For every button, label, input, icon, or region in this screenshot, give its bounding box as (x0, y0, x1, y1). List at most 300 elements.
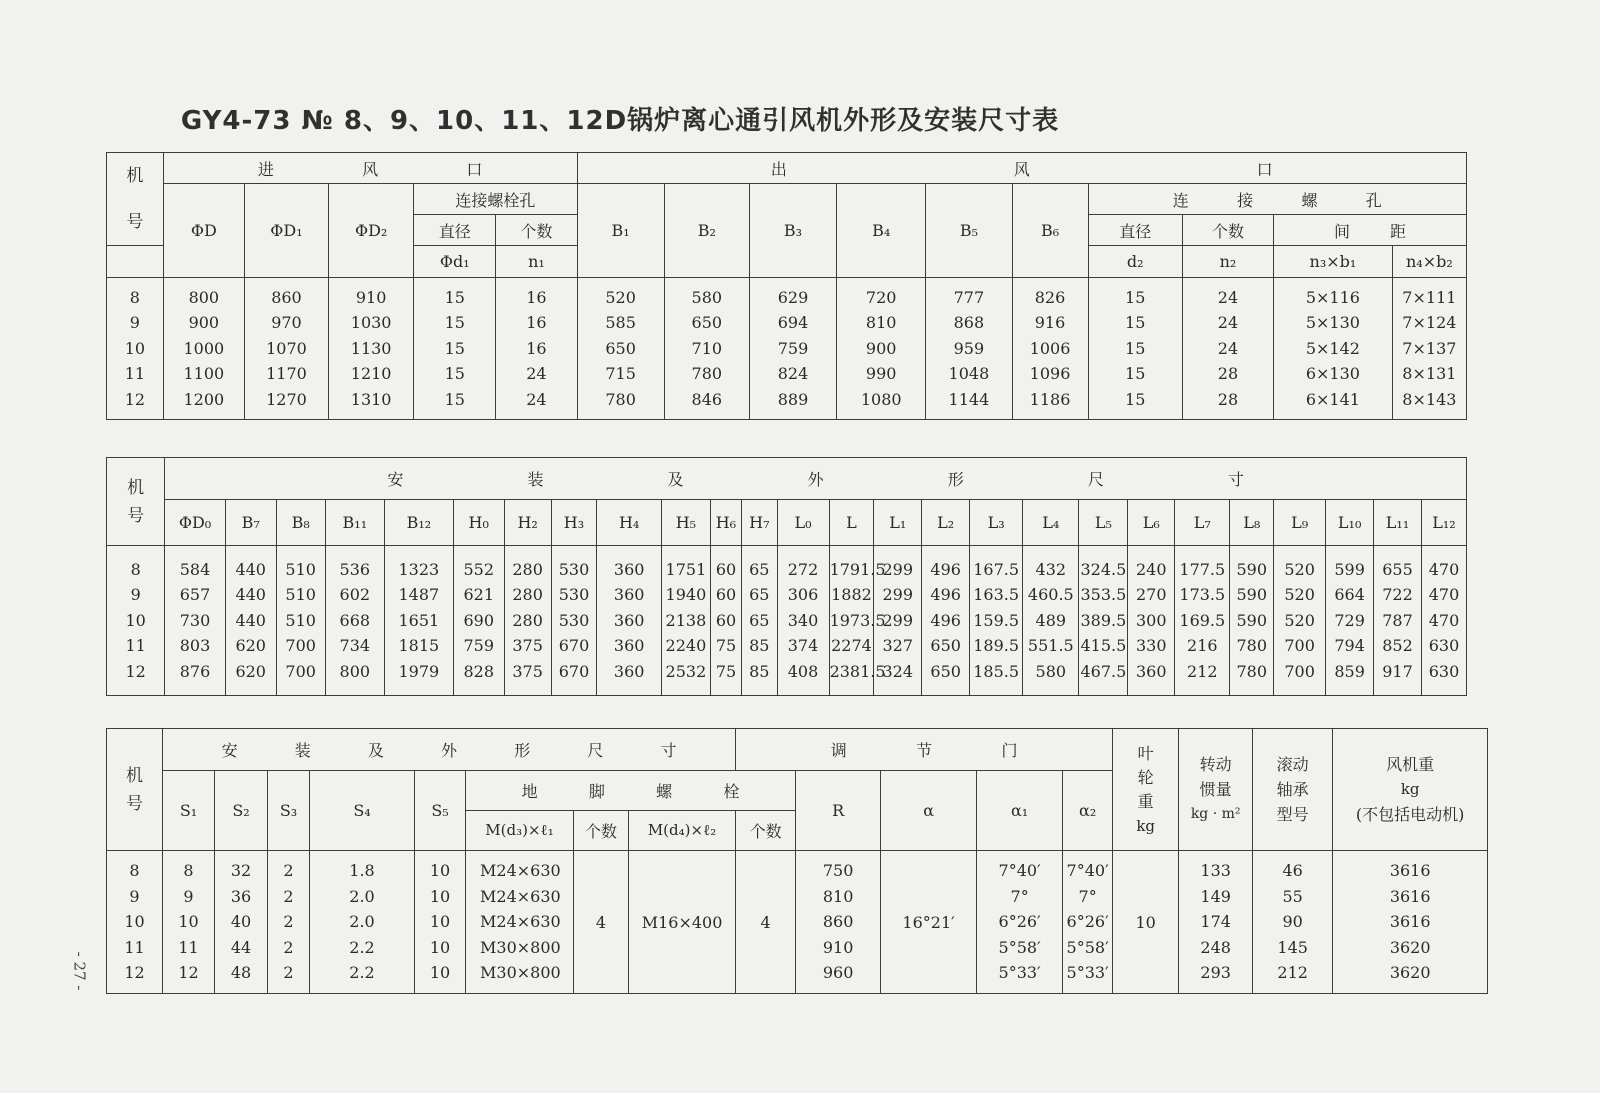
t3-md3-col (466, 851, 574, 994)
t1-col-11-value: 15 (1125, 338, 1146, 358)
t2-header-23: L₁₀ (1326, 500, 1374, 546)
t1-col-14-value: 8×131 (1402, 364, 1457, 384)
t3-S2-col-value: 40 (230, 912, 252, 932)
t3-md4-cell: M16×400 (629, 851, 736, 994)
t1-col-14-value: 7×137 (1402, 338, 1457, 358)
t2-col-19-value: 330 (1136, 636, 1167, 656)
outlet-group-header: 出 风 口 (577, 153, 1466, 184)
t2-col-12 (777, 546, 829, 696)
t2-header-24: L₁₁ (1374, 500, 1422, 546)
t2-col-11 (742, 546, 777, 696)
t3-R-col-value: 750 (822, 861, 854, 881)
t1-col-0-value: 1100 (183, 364, 225, 384)
t1-col-5-value: 520 (605, 287, 636, 307)
machine-number-col-value: 9 (129, 886, 140, 906)
t2-header-2: B₈ (276, 500, 325, 546)
header-B3: B₃ (749, 184, 836, 278)
t2-col-4-value: 1979 (398, 661, 440, 681)
t2-col-4-value: 1651 (398, 610, 440, 630)
t2-col-12-value: 272 (787, 559, 819, 579)
machine-number-col-value: 12 (124, 963, 145, 983)
fan-weight-header: 风机重 kg (不包括电动机) (1333, 729, 1488, 851)
machine-number-col-value: 12 (124, 389, 146, 409)
header-count1: 个数 (574, 811, 629, 851)
t2-col-20-value: 216 (1187, 636, 1218, 656)
t3-bearing-col-value: 3616 (1389, 912, 1431, 932)
t1-col-13-value: 5×130 (1305, 313, 1360, 333)
t3-S5-col-value: 10 (429, 937, 451, 957)
t1-col-10-value: 826 (1034, 287, 1066, 307)
t3-bearing-col (1333, 851, 1488, 994)
t1-col-7-value: 759 (777, 338, 809, 358)
t1-col-6 (664, 278, 749, 420)
t2-col-17-value: 551.5 (1027, 636, 1074, 656)
t2-col-25-value: 470 (1428, 610, 1460, 630)
t3-S4-col-value: 2.2 (349, 963, 375, 983)
t1-col-0 (163, 278, 244, 420)
t2-col-17 (1023, 546, 1079, 696)
t3-impeller-col-value: 149 (1200, 886, 1231, 906)
t2-col-0 (165, 546, 225, 696)
t2-header-5: H₀ (453, 500, 504, 546)
t3-S5-col-value: 10 (429, 861, 451, 881)
t3-md3-col-value: M24×630 (480, 861, 561, 881)
t1-col-0-value: 1200 (183, 389, 225, 409)
t1-col-4-value: 16 (526, 338, 547, 358)
t3-R-col-value: 860 (822, 912, 854, 932)
t2-col-24-value: 917 (1382, 661, 1413, 681)
header-n1: n₁ (496, 246, 577, 278)
t2-col-2-value: 700 (285, 661, 316, 681)
t3-impeller-col (1179, 851, 1253, 994)
t2-header-0: ΦD₀ (165, 500, 225, 546)
t3-inertia-col (1253, 851, 1333, 994)
t2-col-15-value: 496 (930, 559, 961, 579)
t2-header-19: L₆ (1128, 500, 1175, 546)
t2-col-25-value: 470 (1428, 585, 1460, 605)
t2-col-21-value: 590 (1236, 585, 1268, 605)
t3-alpha1-col-value: 6°26′ (998, 912, 1041, 932)
t2-col-6-value: 280 (512, 585, 543, 605)
t2-col-9-value: 1940 (665, 585, 707, 605)
t2-header-8: H₄ (597, 500, 662, 546)
t2-col-5-value: 828 (463, 661, 494, 681)
t2-col-4-value: 1815 (398, 636, 440, 656)
machine-number-col-value: 11 (124, 364, 146, 384)
t2-col-19 (1128, 546, 1175, 696)
t2-col-3-value: 734 (339, 636, 371, 656)
t2-header-22: L₉ (1274, 500, 1326, 546)
t2-col-11-value: 85 (749, 636, 770, 656)
t1-col-12-value: 28 (1217, 389, 1239, 409)
t2-col-11-value: 65 (749, 610, 770, 630)
t1-col-11-value: 15 (1125, 287, 1146, 307)
machine-number-header: 机 号 (107, 153, 164, 246)
t2-col-15-value: 496 (930, 585, 961, 605)
machine-number-col-value: 11 (125, 636, 146, 656)
t3-d-cell: 10 (1113, 851, 1179, 994)
t3-alpha2-col-value: 7° (1078, 886, 1097, 906)
t2-col-23-value: 599 (1334, 559, 1365, 579)
t1-col-2-value: 1310 (350, 389, 392, 409)
t1-col-2 (329, 278, 414, 420)
t2-col-4-value: 1487 (398, 585, 440, 605)
t3-S5-col (415, 851, 466, 994)
t3-alpha1-col-value: 5°58′ (998, 937, 1041, 957)
t1-col-3-value: 15 (444, 364, 465, 384)
t2-col-18 (1079, 546, 1128, 696)
inertia-header: 转动 惯量 kg · m² (1179, 729, 1253, 851)
header-phiD1: ΦD₁ (244, 184, 328, 278)
t3-S4-col-value: 1.8 (349, 861, 375, 881)
installation-dimensions-table (106, 457, 1467, 696)
t1-col-4 (496, 278, 577, 420)
t2-col-8-value: 360 (613, 559, 645, 579)
t3-S1-col-value: 12 (178, 963, 199, 983)
t1-col-4-value: 24 (526, 389, 547, 409)
t3-R-col-value: 960 (822, 963, 854, 983)
machine-number-col-value: 8 (129, 861, 140, 881)
t2-col-12-value: 340 (787, 610, 819, 630)
header-S2: S₂ (215, 771, 268, 851)
t2-col-21 (1230, 546, 1274, 696)
t1-col-11-value: 15 (1125, 389, 1146, 409)
t2-col-17-value: 580 (1035, 661, 1067, 681)
damper-group-header: 调 节 门 (736, 729, 1113, 771)
t2-col-16-value: 167.5 (973, 559, 1020, 579)
t2-col-2-value: 510 (285, 585, 316, 605)
t3-S2-col-value: 48 (230, 963, 252, 983)
t2-header-15: L₂ (922, 500, 970, 546)
t3-S4-col-value: 2.0 (349, 912, 375, 932)
t1-col-5-value: 780 (605, 389, 636, 409)
t2-col-17-value: 489 (1035, 610, 1067, 630)
t2-col-19-value: 270 (1136, 585, 1167, 605)
t3-alpha-cell: 16°21′ (881, 851, 977, 994)
t1-col-3 (414, 278, 496, 420)
header-phiD2: ΦD₂ (329, 184, 414, 278)
t2-col-20-value: 177.5 (1179, 559, 1226, 579)
t2-col-16 (970, 546, 1023, 696)
t1-col-10-value: 1006 (1029, 338, 1071, 358)
t2-header-11: H₇ (742, 500, 777, 546)
t2-header-21: L₈ (1230, 500, 1274, 546)
t2-col-9-value: 2138 (665, 610, 707, 630)
table2-data-row (107, 546, 1467, 696)
t3-S5-col-value: 10 (429, 963, 451, 983)
install-group-header: 安 装 及 外 形 尺 寸 (165, 458, 1467, 500)
header-alpha2: α₂ (1063, 771, 1113, 851)
t2-col-24-value: 787 (1382, 610, 1413, 630)
t1-col-10-value: 916 (1034, 313, 1066, 333)
header-alpha: α (881, 771, 977, 851)
t2-col-23-value: 794 (1334, 636, 1365, 656)
t3-S3-col-value: 2 (283, 963, 294, 983)
t2-col-1-value: 440 (235, 610, 266, 630)
foot-bolt-header: 地 脚 螺 栓 (466, 771, 796, 811)
t1-col-13-value: 5×116 (1305, 287, 1360, 307)
t3-S3-col-value: 2 (283, 861, 294, 881)
t3-bearing-col-value: 3616 (1389, 861, 1431, 881)
t2-col-18-value: 389.5 (1080, 610, 1127, 630)
t3-md3-col-value: M24×630 (480, 886, 561, 906)
t2-col-0-value: 730 (179, 610, 211, 630)
t2-col-15-value: 650 (930, 661, 961, 681)
t2-col-20-value: 173.5 (1179, 585, 1226, 605)
t2-col-1-value: 440 (235, 559, 266, 579)
t3-alpha2-col-value: 5°58′ (1066, 937, 1109, 957)
t2-col-8-value: 360 (613, 585, 645, 605)
t2-col-25-value: 630 (1428, 661, 1460, 681)
t1-col-1 (244, 278, 328, 420)
t3-S3-col (268, 851, 310, 994)
t2-col-1-value: 620 (235, 636, 266, 656)
machine-number-col-value: 11 (124, 937, 145, 957)
machine-number-header: 机 号 (107, 729, 163, 851)
t2-col-15 (922, 546, 970, 696)
t2-col-5-value: 552 (463, 559, 494, 579)
t1-col-13-value: 6×141 (1305, 389, 1360, 409)
inlet-count-header: 个数 (496, 215, 577, 246)
t3-S5-col-value: 10 (429, 886, 451, 906)
t3-inertia-col-value: 46 (1282, 861, 1303, 881)
t2-col-11-value: 85 (749, 661, 770, 681)
t2-header-1: B₇ (225, 500, 276, 546)
t2-col-22-value: 520 (1284, 585, 1315, 605)
t2-col-19-value: 360 (1136, 661, 1167, 681)
t2-col-21-value: 590 (1236, 610, 1268, 630)
t2-col-2-value: 510 (285, 610, 316, 630)
header-d2: d₂ (1088, 246, 1182, 278)
machine-number-col (107, 546, 165, 696)
t2-col-7-value: 530 (558, 559, 590, 579)
t1-col-14-value: 7×111 (1402, 287, 1457, 307)
t3-count1-cell: 4 (574, 851, 629, 994)
t3-R-col-value: 810 (822, 886, 854, 906)
t2-col-13-value: 2274 (831, 636, 872, 656)
t3-alpha2-col (1063, 851, 1113, 994)
t2-col-13-value: 1882 (831, 585, 872, 605)
t2-col-13-value: 2381.5 (829, 661, 886, 681)
t1-col-1-value: 1270 (266, 389, 307, 409)
header-count2: 个数 (736, 811, 796, 851)
t2-col-5-value: 690 (463, 610, 494, 630)
outlet-diameter-header: 直径 (1088, 215, 1182, 246)
t1-col-1-value: 860 (271, 287, 302, 307)
t3-R-col (796, 851, 881, 994)
t2-col-4-value: 1323 (398, 559, 440, 579)
t2-col-15-value: 496 (930, 610, 961, 630)
t1-col-2-value: 910 (355, 287, 387, 307)
t2-col-12-value: 408 (787, 661, 819, 681)
t2-col-18-value: 415.5 (1080, 636, 1127, 656)
t2-col-21-value: 590 (1236, 559, 1268, 579)
header-alpha1: α₁ (977, 771, 1063, 851)
t1-col-6-value: 780 (691, 364, 723, 384)
t1-col-13 (1274, 278, 1393, 420)
machine-number-col (107, 851, 163, 994)
t2-col-22-value: 520 (1284, 610, 1315, 630)
t1-col-6-value: 710 (691, 338, 723, 358)
inlet-diameter-header: 直径 (414, 215, 496, 246)
t1-col-5-value: 585 (605, 313, 636, 333)
t1-col-11-value: 15 (1125, 364, 1146, 384)
t2-col-15-value: 650 (930, 636, 961, 656)
page-title: GY4-73 № 8、9、10、11、12D锅炉离心通引风机外形及安装尺寸表 (180, 106, 1060, 136)
t2-col-25-value: 630 (1428, 636, 1460, 656)
t3-inertia-col-value: 212 (1277, 963, 1308, 983)
t3-S2-col-value: 36 (230, 886, 252, 906)
t2-col-20 (1175, 546, 1230, 696)
outlet-count-header: 个数 (1182, 215, 1273, 246)
t1-col-8 (837, 278, 926, 420)
t2-col-6-value: 375 (512, 661, 543, 681)
t1-col-14 (1392, 278, 1466, 420)
t3-S4-col (310, 851, 415, 994)
t2-col-3-value: 668 (339, 610, 371, 630)
t1-col-3-value: 15 (444, 389, 465, 409)
t2-col-9 (661, 546, 710, 696)
t2-col-1-value: 620 (235, 661, 266, 681)
t2-col-19-value: 300 (1136, 610, 1167, 630)
t2-header-13: L (829, 500, 874, 546)
t3-S2-col (215, 851, 268, 994)
t1-col-11 (1088, 278, 1182, 420)
t2-col-14-value: 299 (882, 585, 914, 605)
t2-col-13-value: 1973.5 (829, 610, 886, 630)
t1-col-9-value: 1144 (948, 389, 990, 409)
t2-header-4: B₁₂ (385, 500, 454, 546)
outlet-bolt-header: 连 接 螺 孔 (1088, 184, 1466, 215)
t1-col-8-value: 810 (865, 313, 897, 333)
t2-col-3-value: 536 (339, 559, 371, 579)
t2-col-7-value: 530 (558, 610, 590, 630)
inlet-outlet-table (106, 152, 1467, 420)
t2-col-6 (504, 546, 551, 696)
t2-col-10-value: 75 (715, 636, 737, 656)
t2-col-14-value: 327 (882, 636, 914, 656)
t3-md3-col-value: M24×630 (480, 912, 561, 932)
t2-col-21-value: 780 (1236, 636, 1268, 656)
t1-col-5-value: 650 (605, 338, 636, 358)
t2-col-10-value: 60 (715, 585, 737, 605)
t2-col-10-value: 60 (715, 559, 737, 579)
t2-col-7-value: 530 (558, 585, 590, 605)
t2-header-14: L₁ (874, 500, 922, 546)
t2-col-8-value: 360 (613, 610, 645, 630)
t3-S4-col-value: 2.0 (349, 886, 375, 906)
t2-col-3 (325, 546, 384, 696)
t1-col-9-value: 777 (953, 287, 985, 307)
t1-col-0-value: 1000 (183, 338, 225, 358)
t2-col-2 (276, 546, 325, 696)
header-S4: S₄ (310, 771, 415, 851)
t1-col-12-value: 28 (1217, 364, 1239, 384)
t2-col-3-value: 800 (339, 661, 371, 681)
t3-bearing-col-value: 3620 (1389, 937, 1431, 957)
header-S1: S₁ (163, 771, 215, 851)
t1-col-14-value: 7×124 (1402, 313, 1457, 333)
t2-col-20-value: 169.5 (1179, 610, 1226, 630)
t2-col-22-value: 700 (1284, 636, 1315, 656)
install-group-header-3: 安 装 及 外 形 尺 寸 (163, 729, 736, 771)
t1-col-9-value: 868 (953, 313, 985, 333)
t1-col-6-value: 846 (691, 389, 723, 409)
header-n2: n₂ (1182, 246, 1273, 278)
t1-col-12-value: 24 (1217, 313, 1239, 333)
t1-col-10-value: 1096 (1029, 364, 1071, 384)
t1-col-12 (1182, 278, 1273, 420)
machine-number-col-value: 10 (125, 610, 146, 630)
header-B4: B₄ (837, 184, 926, 278)
t2-col-10-value: 60 (715, 610, 737, 630)
t3-S1-col-value: 8 (183, 861, 194, 881)
t1-col-13-value: 6×130 (1305, 364, 1360, 384)
t3-S1-col-value: 11 (178, 937, 199, 957)
t1-col-7-value: 824 (777, 364, 809, 384)
t2-col-21-value: 780 (1236, 661, 1268, 681)
t2-col-8-value: 360 (613, 661, 645, 681)
t1-col-2-value: 1210 (350, 364, 392, 384)
t1-col-3-value: 15 (444, 287, 465, 307)
t2-col-5 (453, 546, 504, 696)
t2-col-16-value: 163.5 (973, 585, 1020, 605)
machine-number-col-value: 12 (125, 661, 146, 681)
page-number: - 27 - (70, 951, 89, 991)
t2-col-7-value: 670 (558, 661, 590, 681)
t2-col-0-value: 803 (179, 636, 211, 656)
header-n4b2: n₄×b₂ (1392, 246, 1466, 278)
t2-col-9-value: 2240 (665, 636, 707, 656)
t2-col-22 (1274, 546, 1326, 696)
t1-col-12-value: 24 (1217, 338, 1239, 358)
t2-col-13 (829, 546, 886, 696)
t2-header-16: L₃ (970, 500, 1023, 546)
t2-col-12-value: 306 (787, 585, 819, 605)
t2-col-17-value: 432 (1035, 559, 1067, 579)
t1-col-6-value: 650 (691, 313, 723, 333)
t3-impeller-col-value: 133 (1200, 861, 1231, 881)
t1-col-7 (749, 278, 836, 420)
header-phiD: ΦD (163, 184, 244, 278)
bearing-header: 滚动 轴承 型号 (1253, 729, 1333, 851)
table3-data-row (107, 851, 1488, 994)
t3-impeller-col-value: 174 (1200, 912, 1231, 932)
t1-col-1-value: 1070 (266, 338, 307, 358)
header-B2: B₂ (664, 184, 749, 278)
t1-col-4-value: 24 (526, 364, 547, 384)
t3-S5-col-value: 10 (429, 912, 451, 932)
impeller-weight-header: 叶 轮 重 kg (1113, 729, 1179, 851)
t1-col-7-value: 694 (777, 313, 809, 333)
t2-col-0-value: 876 (179, 661, 211, 681)
t1-col-10 (1012, 278, 1088, 420)
t1-col-4-value: 16 (526, 287, 547, 307)
header-n3b1: n₃×b₁ (1274, 246, 1393, 278)
t3-S3-col-value: 2 (283, 886, 294, 906)
t2-col-5-value: 621 (463, 585, 494, 605)
t2-col-14-value: 299 (882, 559, 914, 579)
machine-number-col-value: 9 (130, 585, 141, 605)
t3-S2-col-value: 32 (230, 861, 252, 881)
t1-col-13-value: 5×142 (1305, 338, 1360, 358)
t3-count2-cell: 4 (736, 851, 796, 994)
t3-alpha1-col-value: 5°33′ (998, 963, 1041, 983)
t2-col-24-value: 852 (1382, 636, 1413, 656)
header-B1: B₁ (577, 184, 664, 278)
t2-header-12: L₀ (777, 500, 829, 546)
t3-md3-col-value: M30×800 (480, 963, 561, 983)
